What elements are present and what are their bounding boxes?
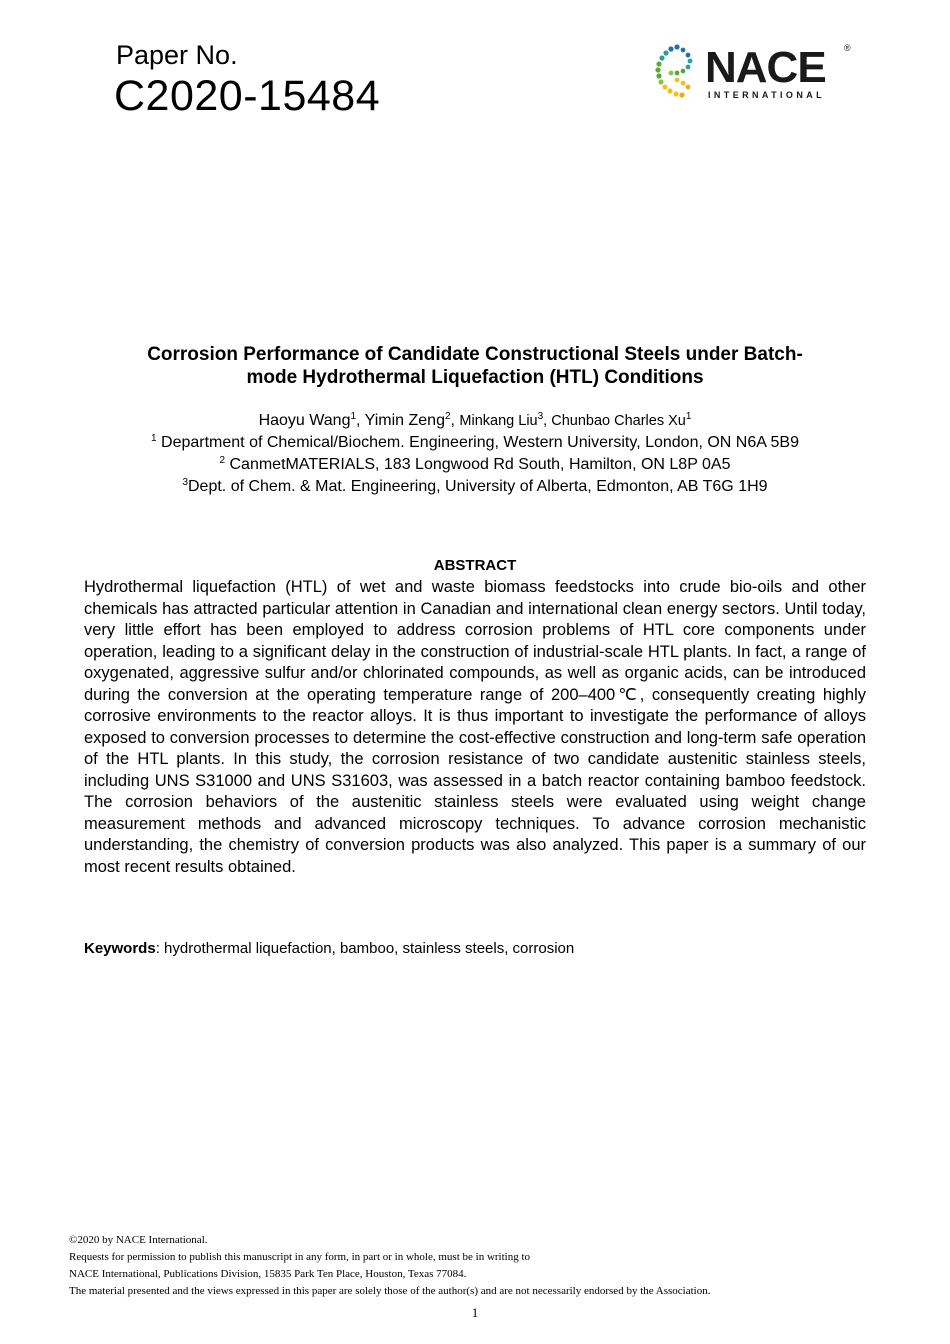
affiliation-mark: 3 bbox=[182, 477, 188, 488]
author-list bbox=[60, 410, 890, 432]
footer-line-permission: Requests for permission to publish this manuscript in any form, in part or in whole, must be in writing to bbox=[69, 1251, 531, 1263]
author-name: Chunbao Charles Xu bbox=[551, 413, 686, 429]
author-affiliation-mark: 2 bbox=[444, 411, 451, 422]
affiliation bbox=[60, 454, 890, 476]
copyright-footer bbox=[69, 1232, 889, 1300]
footer-line-disclaimer: The material presented and the views expressed in this paper are solely those of the author(s) and are not necessarily endorsed by the Association. bbox=[69, 1285, 711, 1297]
nace-logo-subtitle: INTERNATIONAL bbox=[708, 90, 826, 100]
author-separator: , bbox=[543, 413, 552, 429]
author-affiliation-mark: 3 bbox=[537, 411, 544, 422]
affiliation-mark: 1 bbox=[151, 433, 157, 444]
nace-logo bbox=[650, 40, 860, 106]
author-affiliation-mark: 1 bbox=[685, 411, 692, 422]
paper-title bbox=[80, 343, 870, 389]
author-name: Haoyu Wang bbox=[258, 412, 351, 429]
affiliation bbox=[60, 432, 890, 454]
affiliation-text: Department of Chemical/Biochem. Engineering, Western University, London, ON N6A 5B9 bbox=[156, 434, 799, 451]
nace-logo-registered: ® bbox=[844, 43, 851, 53]
affiliation-text: CanmetMATERIALS, 183 Longwood Rd South, Hamilton, ON L8P 0A5 bbox=[225, 456, 731, 473]
footer-line-address: NACE International, Publications Division, 15835 Park Ten Place, Houston, Texas 77084. bbox=[69, 1268, 467, 1280]
abstract-heading: ABSTRACT bbox=[433, 557, 517, 574]
author-block bbox=[60, 410, 890, 498]
affiliation bbox=[60, 476, 890, 498]
affiliation-mark: 2 bbox=[219, 455, 226, 466]
paper-id: C2020-15484 bbox=[114, 72, 381, 120]
paper-title-line-1: Corrosion Performance of Candidate Constructional Steels under Batch- bbox=[147, 344, 803, 365]
footer-line-copyright: ©2020 by NACE International. bbox=[69, 1234, 208, 1246]
nace-emblem-icon bbox=[655, 44, 692, 97]
keywords-label: Keywords bbox=[84, 940, 156, 957]
author-affiliation-mark: 1 bbox=[350, 411, 357, 422]
paper-title-line-2: mode Hydrothermal Liquefaction (HTL) Conditions bbox=[246, 367, 704, 388]
keywords bbox=[84, 940, 866, 958]
keywords-text: : hydrothermal liquefaction, bamboo, stainless steels, corrosion bbox=[155, 940, 575, 957]
author-name: Yimin Zeng bbox=[364, 412, 445, 429]
abstract-body: Hydrothermal liquefaction (HTL) of wet and waste biomass feedstocks into crude bio-oils and other chemicals has attracted particular attention in Canadian and international clean energy sectors. Until today, very little effort has been employed to address corrosion problems of HTL core components under operation, leading to a significant delay in the construction of industrial-scale HTL plants. In fact, a range of oxygenated, aggressive sulfur and/or chlorinated compounds, as well as organic acids, can be introduced during the conversion at the operating temperature range of 200–400℃, consequently creating highly corrosive environments to the reactor alloys. It is thus important to investigate the performance of alloys exposed to conversion processes to determine the cost-effective construction and long-term safe operation of the HTL plants. In this study, the corrosion resistance of two candidate austenitic stainless steels, including UNS S31000 and UNS S31603, was assessed in a batch reactor containing bamboo feedstock. The corrosion behaviors of the austenitic stainless steels were evaluated using weight change measurement methods and advanced microscopy techniques. To advance corrosion mechanistic understanding, the chemistry of conversion products was also analyzed. This paper is a summary of our most recent results obtained. bbox=[84, 578, 866, 876]
affiliation-text: Dept. of Chem. & Mat. Engineering, University of Alberta, Edmonton, AB T6G 1H9 bbox=[188, 478, 768, 495]
paper-number-label: Paper No. bbox=[116, 40, 238, 70]
author-name: Minkang Liu bbox=[459, 413, 538, 429]
author-separator: , bbox=[450, 412, 460, 429]
author-separator: , bbox=[356, 412, 365, 429]
nace-logo-wordmark: NACE bbox=[705, 43, 826, 92]
page-number: 1 bbox=[471, 1305, 479, 1320]
